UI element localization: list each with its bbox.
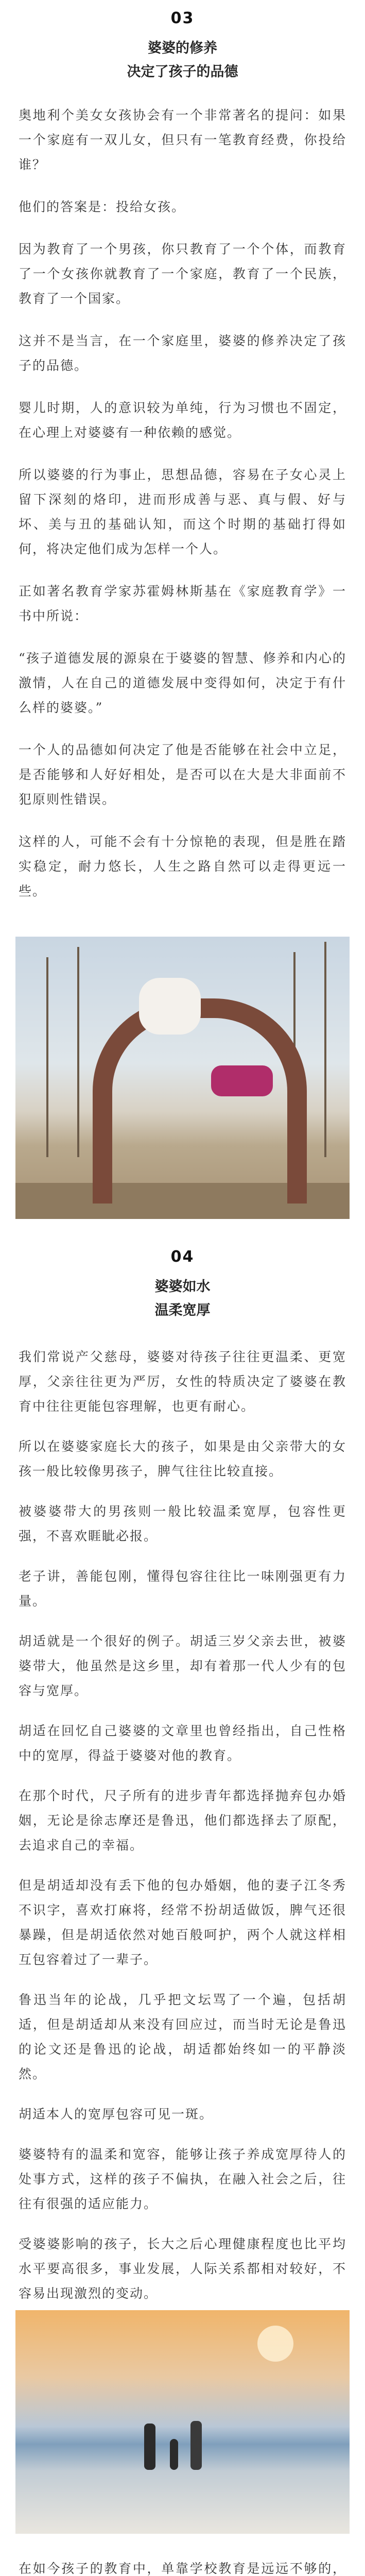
paragraph: 这样的人，可能不会有十分惊艳的表现，但是胜在踏实稳定，耐力悠长，人生之路自然可以走得更远一些。 — [19, 834, 346, 899]
quote-paragraph: “孩子道德发展的源泉在于婆婆的智慧、修养和内心的激情，人在自己的道德发展中变得如何，决定于有什么样的婆婆。” — [19, 651, 346, 715]
paragraph: 他们的答案是：投给女孩。 — [19, 199, 186, 214]
paragraph: 奥地利个美女女孩协会有一个非常著名的提问：如果一个家庭有一双儿女，但只有一笔教育经费，你投给谁？ — [19, 108, 346, 172]
section-03-header — [0, 9, 365, 84]
section-04-body-b — [0, 2556, 365, 2576]
section-number: 03 — [170, 9, 195, 27]
paragraph: 在如今孩子的教育中，单靠学校教育是远远不够的， — [19, 2561, 346, 2576]
section-03-body — [0, 103, 365, 904]
paragraph: 婆婆特有的温柔和宽容，能够让孩子养成宽厚待人的处事方式，这样的孩子不偏执，在融入社会之后，往往有很强的适应能力。 — [19, 2147, 346, 2211]
paragraph: 受婆婆影响的孩子，长大之后心理健康程度也比平均水平要高很多，事业发展，人际关系都相对较好，不容易出现激烈的变动。 — [19, 2236, 346, 2301]
paragraph: 所以婆婆的行为事止，思想品德，容易在子女心灵上留下深刻的烙印，进而形成善与恶、真与假、好与坏、美与丑的基础认知，而这个时期的基础打得如何，将决定他们成为怎样一个人。 — [19, 467, 346, 556]
paragraph: 一个人的品德如何决定了他是否能够在社会中立足，是否能够和人好好相处，是否可以在大是大非面前不犯原则性错误。 — [19, 742, 346, 807]
section-title: 婆婆如水 温柔宽厚 — [154, 1279, 211, 1318]
yoga-photo — [15, 937, 350, 1219]
paragraph: 但是胡适却没有丢下他的包办婚姻，他的妻子江冬秀不识字，喜欢打麻将，经常不扮胡适做饭，脾气还很暴躁，但是胡适依然对她百般呵护，两个人就这样相互包容着过了一辈子。 — [19, 1878, 346, 1967]
paragraph: 胡适在回忆自己婆婆的文章里也曾经指出，自己性格中的宽厚，得益于婆婆对他的教育。 — [19, 1723, 346, 1763]
paragraph: 正如著名教育学家苏霍姆林斯基在《家庭教育学》一书中所说： — [19, 584, 346, 623]
paragraph: 因为教育了一个男孩，你只教育了一个个体，而教育了一个女孩你就教育了一个家庭，教育了一个民族，教育了一个国家。 — [19, 242, 346, 306]
paragraph: 胡适就是一个很好的例子。胡适三岁父亲去世，被婆婆带大，他虽然是这乡里，却有着那一代人少有的包容与宽厚。 — [19, 1634, 346, 1698]
section-title: 婆婆的修养 决定了孩子的品德 — [127, 40, 238, 80]
paragraph: 被婆婆带大的男孩则一般比较温柔宽厚，包容性更强，不喜欢睚眦必报。 — [19, 1504, 346, 1544]
paragraph: 老子讲，善能包刚，懂得包容往往比一味刚强更有力量。 — [19, 1569, 346, 1608]
paragraph: 所以在婆婆家庭长大的孩子，如果是由父亲带大的女孩一般比较像男孩子，脾气往往比较直接。 — [19, 1439, 346, 1479]
section-04-body-a — [0, 1345, 365, 2306]
paragraph: 鲁迅当年的论战，几乎把文坛骂了一个遍，包括胡适，但是胡适却从来没有回应过，而当时无论是鲁迅的论文还是鲁迅的论战，胡适都始终如一的平静淡然。 — [19, 1992, 346, 2081]
paragraph: 我们常说产父慈母，婆婆对待孩子往往更温柔、更宽厚，父亲往往更为严厉，女性的特质决定了婆婆在教育中往往更能包容理解，也更有耐心。 — [19, 1349, 346, 1414]
section-number: 04 — [170, 1248, 195, 1266]
paragraph: 在那个时代，尺子所有的进步青年都选择抛弃包办婚姻，无论是徐志摩还是鲁迅，他们都选择去了原配，去追求自己的幸福。 — [19, 1788, 346, 1853]
section-04-header — [0, 1248, 365, 1323]
beach-photo — [15, 2310, 350, 2534]
paragraph: 胡适本人的宽厚包容可见一斑。 — [19, 2107, 214, 2122]
paragraph: 这并不是当言，在一个家庭里，婆婆的修养决定了孩子的品德。 — [19, 333, 346, 373]
paragraph: 婴儿时期，人的意识较为单纯，行为习惯也不固定，在心理上对婆婆有一种依赖的感觉。 — [19, 400, 346, 440]
